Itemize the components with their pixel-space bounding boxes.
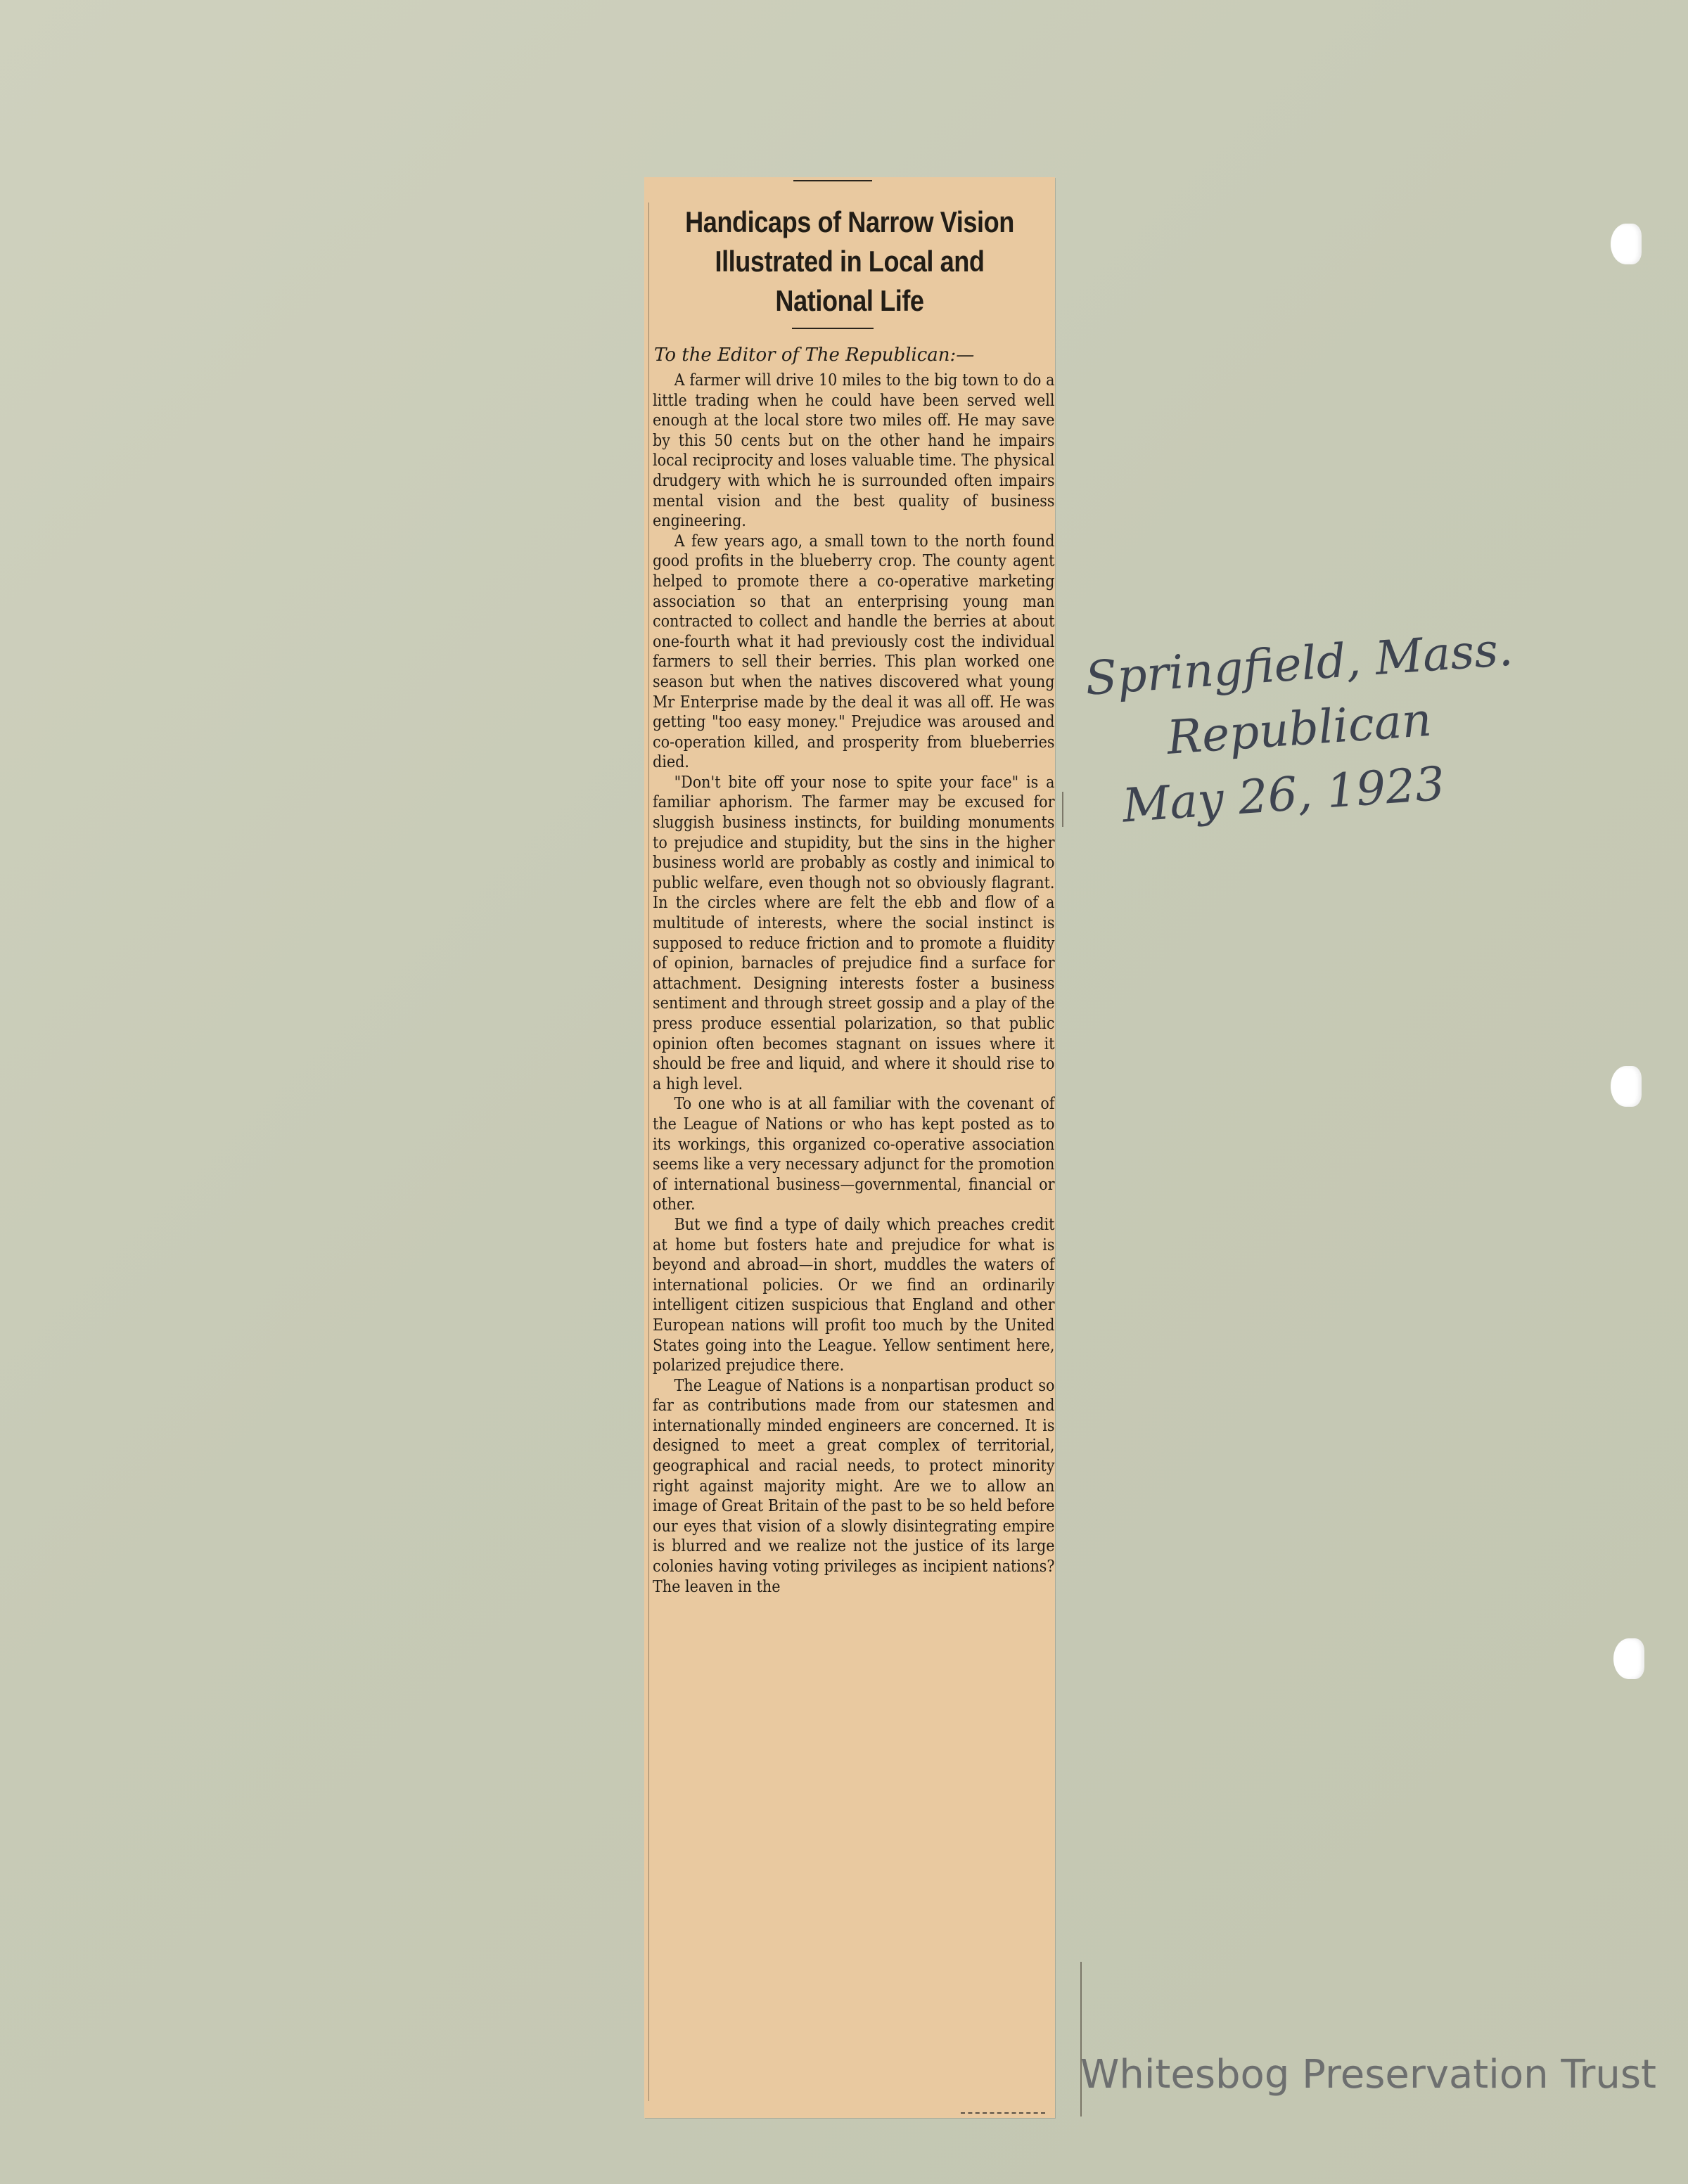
- paragraph: But we find a type of daily which preaches credit at home but fosters hate and prejudice for what is beyond and abroad—in short, muddles the waters of international policies. Or we find an ordinarily intelligent citizen suspicious that England and other European nations will profit too much by the United States going into the League. Yellow sentiment here, polarized prejudice there.: [653, 1215, 1055, 1375]
- clipping-salutation: To the Editor of The Republican:—: [654, 345, 975, 366]
- paragraph: "Don't bite off your nose to spite your face" is a familiar aphorism. The farmer may be excused for sluggish business instincts, for building monuments to prejudice and stupidity, but the sins in the higher business world are probably as costly and inimical to public welfare, even though not so obviously flagrant. In the circles where are felt the ebb and flow of a multitude of interests, where the social instinct is supposed to reduce friction and to promote a fluidity of opinion, barnacles of prejudice find a surface for attachment. Designing interests foster a business sentiment and through street gossip and a play of the press produce essential polarization, so that public opinion often becomes stagnant on issues where it should be free and liquid, and where it should rise to a high level.: [653, 773, 1055, 1093]
- punch-hole-top: [1611, 224, 1642, 264]
- paragraph: To one who is at all familiar with the covenant of the League of Nations or who has kept posted as to its workings, this organized co-operative association seems like a very necessary adjunct for the promotion of international business—governmental, financial or other.: [653, 1095, 1055, 1214]
- handwritten-newspaper: Republican: [1165, 692, 1433, 765]
- handwritten-city: Springfield, Mass.: [1083, 622, 1515, 706]
- newspaper-clipping: [644, 177, 1055, 2118]
- headline-bottom-rule: [792, 328, 874, 329]
- clipping-body: [653, 371, 1055, 1597]
- continuation-mark: [961, 2109, 1045, 2114]
- clipping-headline: Handicaps of Narrow Vision Illustrated in Local and National Life: [685, 205, 1014, 317]
- headline-top-rule: [793, 180, 872, 181]
- paragraph: A few years ago, a small town to the north found good profits in the blueberry crop. The county agent helped to promote there a co-operative marketing association so that an enterprising young man contracted to collect and handle the berries at about one-fourth what it had previously cost the individual farmers to sell their berries. This plan worked one season but when the natives discovered what young Mr Enterprise made by the deal it was all off. He was getting "too easy money." Prejudice was aroused and co-operation killed, and prosperity from blueberries died.: [653, 532, 1055, 772]
- punch-hole-bottom: [1613, 1638, 1644, 1679]
- clipping-column-rule: [648, 203, 649, 2101]
- punch-hole-middle: [1611, 1066, 1642, 1107]
- handwritten-source-note: [1083, 615, 1546, 840]
- paper-edge-mark: [1062, 792, 1063, 827]
- watermark: Whitesbog Preservation Trust: [1080, 2052, 1656, 2098]
- paragraph: A farmer will drive 10 miles to the big town to do a little trading when he could have been served well enough at the local store two miles off. He may save by this 50 cents but on the other hand he impairs local reciprocity and loses valuable time. The physical drudgery with which he is surrounded often impairs mental vision and the best quality of business engineering.: [653, 371, 1055, 531]
- paragraph: The League of Nations is a nonpartisan product so far as contributions made from our statesmen and internationally minded engineers are concerned. It is designed to meet a great complex of territorial, geographical and racial needs, to protect minority right against majority might. Are we to allow an image of Great Britain of the past to be so held before our eyes that vision of a slowly disintegrating empire is blurred and we realize not the justice of its large colonies having voting privileges as incipient nations? The leaven in the: [653, 1376, 1055, 1596]
- handwritten-date: May 26, 1923: [1120, 756, 1447, 833]
